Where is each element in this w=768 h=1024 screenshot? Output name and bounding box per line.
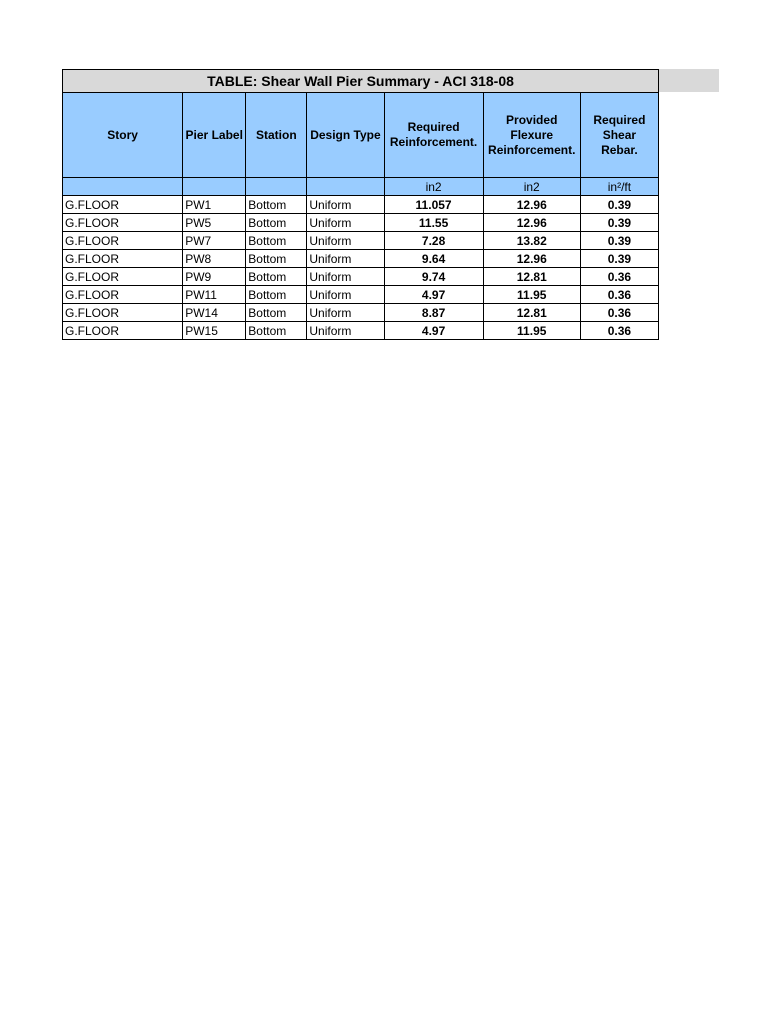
table-title: TABLE: Shear Wall Pier Summary - ACI 318-08 <box>207 73 514 89</box>
unit-station <box>246 178 307 196</box>
cell-design-type: Uniform <box>307 322 384 340</box>
header-pier-label: Pier Label <box>183 93 246 178</box>
unit-story <box>63 178 183 196</box>
cell-design-type: Uniform <box>307 196 384 214</box>
header-story: Story <box>63 93 183 178</box>
cell-required-shear-rebar: 0.36 <box>580 322 658 340</box>
table-row <box>63 286 659 304</box>
cell-station: Bottom <box>246 196 307 214</box>
cell-provided-flexure-reinforcement: 12.81 <box>483 304 580 322</box>
table-row <box>63 250 659 268</box>
column-header-row <box>63 93 659 178</box>
cell-pier-label: PW8 <box>183 250 246 268</box>
cell-story: G.FLOOR <box>63 286 183 304</box>
cell-design-type: Uniform <box>307 304 384 322</box>
units-row <box>63 178 659 196</box>
header-required-reinforcement: Required Reinforcement. <box>384 93 483 178</box>
table-row <box>63 268 659 286</box>
cell-pier-label: PW5 <box>183 214 246 232</box>
cell-required-reinforcement: 7.28 <box>384 232 483 250</box>
table-title-bar <box>62 69 659 92</box>
cell-story: G.FLOOR <box>63 250 183 268</box>
cell-station: Bottom <box>246 250 307 268</box>
cell-required-shear-rebar: 0.39 <box>580 250 658 268</box>
table-row <box>63 214 659 232</box>
cell-pier-label: PW11 <box>183 286 246 304</box>
cell-required-shear-rebar: 0.36 <box>580 286 658 304</box>
cell-station: Bottom <box>246 286 307 304</box>
cell-required-reinforcement: 4.97 <box>384 286 483 304</box>
unit-design-type <box>307 178 384 196</box>
cell-required-shear-rebar: 0.36 <box>580 268 658 286</box>
cell-required-shear-rebar: 0.39 <box>580 196 658 214</box>
header-required-shear-rebar: Required Shear Rebar. <box>580 93 658 178</box>
cell-story: G.FLOOR <box>63 322 183 340</box>
cell-design-type: Uniform <box>307 232 384 250</box>
cell-design-type: Uniform <box>307 286 384 304</box>
cell-provided-flexure-reinforcement: 12.96 <box>483 196 580 214</box>
cell-design-type: Uniform <box>307 214 384 232</box>
cell-pier-label: PW14 <box>183 304 246 322</box>
cell-story: G.FLOOR <box>63 232 183 250</box>
cell-story: G.FLOOR <box>63 304 183 322</box>
cell-required-reinforcement: 11.057 <box>384 196 483 214</box>
table-row <box>63 196 659 214</box>
header-design-type: Design Type <box>307 93 384 178</box>
cell-required-reinforcement: 9.64 <box>384 250 483 268</box>
cell-design-type: Uniform <box>307 250 384 268</box>
cell-pier-label: PW1 <box>183 196 246 214</box>
title-fill-extension <box>658 69 719 92</box>
table-row <box>63 304 659 322</box>
pier-summary-table <box>62 92 659 340</box>
cell-pier-label: PW7 <box>183 232 246 250</box>
table-body <box>63 196 659 340</box>
cell-story: G.FLOOR <box>63 196 183 214</box>
shear-wall-pier-summary-sheet <box>62 69 659 340</box>
cell-station: Bottom <box>246 232 307 250</box>
cell-required-shear-rebar: 0.36 <box>580 304 658 322</box>
cell-required-reinforcement: 9.74 <box>384 268 483 286</box>
unit-pier-label <box>183 178 246 196</box>
cell-pier-label: PW9 <box>183 268 246 286</box>
cell-required-shear-rebar: 0.39 <box>580 232 658 250</box>
cell-pier-label: PW15 <box>183 322 246 340</box>
cell-story: G.FLOOR <box>63 214 183 232</box>
cell-provided-flexure-reinforcement: 12.96 <box>483 250 580 268</box>
cell-station: Bottom <box>246 268 307 286</box>
cell-provided-flexure-reinforcement: 11.95 <box>483 322 580 340</box>
cell-required-reinforcement: 4.97 <box>384 322 483 340</box>
cell-provided-flexure-reinforcement: 11.95 <box>483 286 580 304</box>
cell-station: Bottom <box>246 214 307 232</box>
cell-provided-flexure-reinforcement: 12.96 <box>483 214 580 232</box>
cell-required-shear-rebar: 0.39 <box>580 214 658 232</box>
cell-station: Bottom <box>246 304 307 322</box>
header-provided-flexure-reinforcement: Provided Flexure Reinforcement. <box>483 93 580 178</box>
cell-provided-flexure-reinforcement: 12.81 <box>483 268 580 286</box>
cell-required-reinforcement: 11.55 <box>384 214 483 232</box>
cell-station: Bottom <box>246 322 307 340</box>
unit-required-reinforcement: in2 <box>384 178 483 196</box>
table-row <box>63 322 659 340</box>
cell-provided-flexure-reinforcement: 13.82 <box>483 232 580 250</box>
cell-required-reinforcement: 8.87 <box>384 304 483 322</box>
unit-required-shear-rebar: in²/ft <box>580 178 658 196</box>
table-row <box>63 232 659 250</box>
cell-story: G.FLOOR <box>63 268 183 286</box>
cell-design-type: Uniform <box>307 268 384 286</box>
header-station: Station <box>246 93 307 178</box>
unit-provided-flexure-reinforcement: in2 <box>483 178 580 196</box>
